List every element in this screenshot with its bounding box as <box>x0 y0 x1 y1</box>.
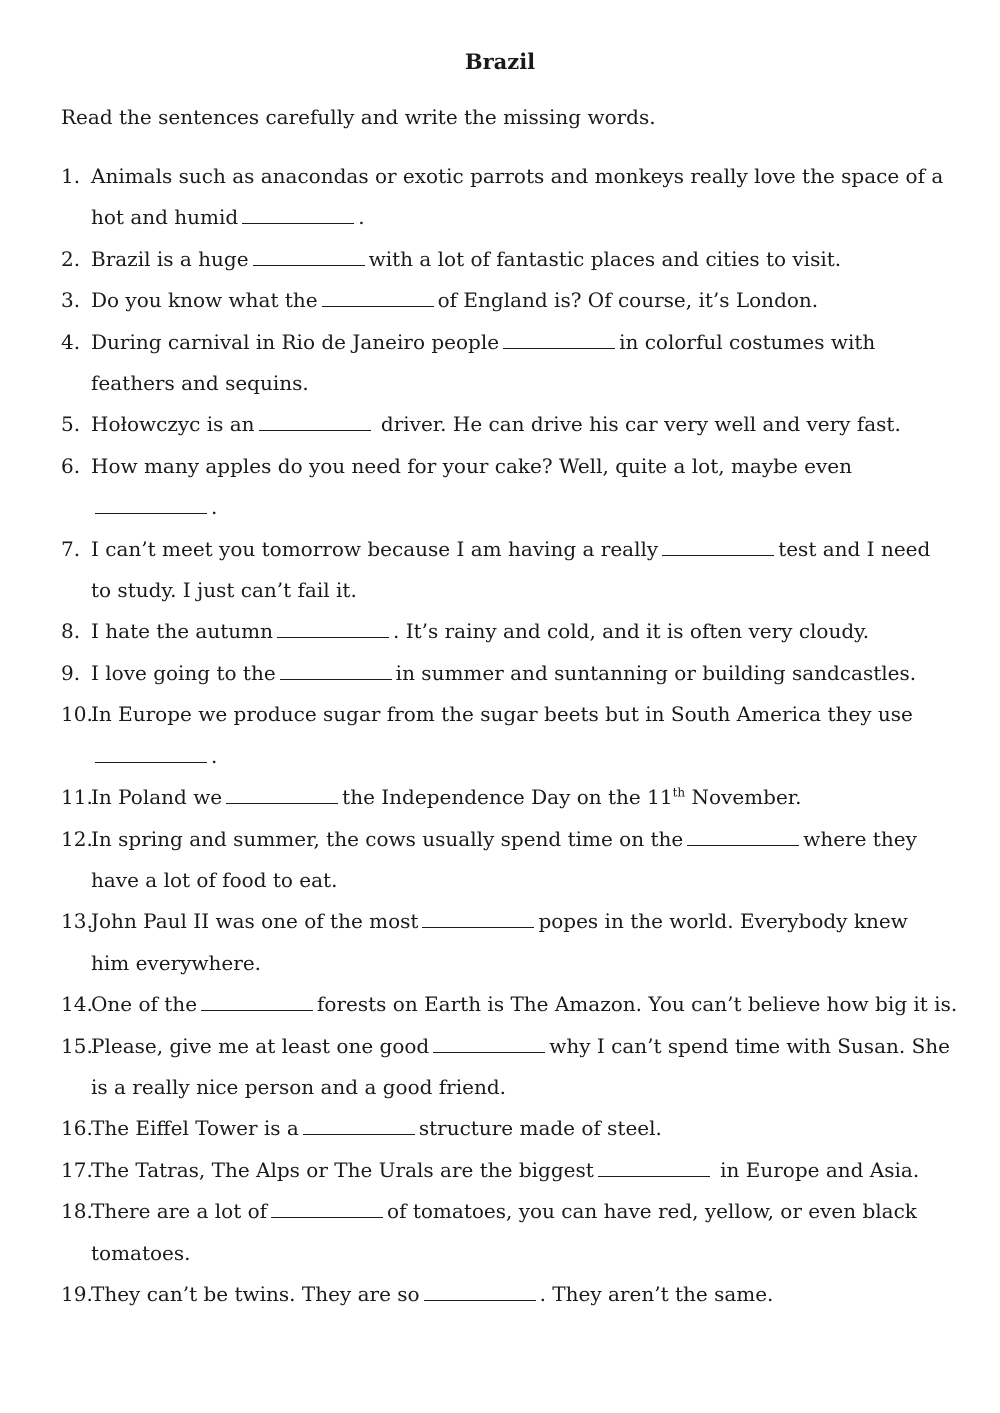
answer-blank[interactable] <box>662 541 774 556</box>
exercise-item <box>61 280 961 321</box>
item-number: 3. <box>61 288 81 313</box>
answer-blank[interactable] <box>253 251 365 266</box>
answer-blank[interactable] <box>95 748 207 763</box>
sentence-text: The Tatras, The Alps or The Urals are the biggest <box>91 1157 594 1182</box>
exercise-item <box>61 1150 961 1191</box>
exercise-item <box>61 1191 961 1274</box>
sentence-text: During carnival in Rio de Janeiro people <box>91 329 500 354</box>
item-number: 4. <box>61 329 81 354</box>
sentence-line <box>91 1067 961 1108</box>
exercise-item <box>61 156 961 239</box>
sentence-line <box>91 984 961 1025</box>
exercise-item <box>61 653 961 694</box>
sentence-text: They can’t be twins. They are so <box>91 1281 420 1306</box>
sentence-line <box>91 611 961 652</box>
sentence-line <box>91 570 961 611</box>
answer-blank[interactable] <box>226 789 338 804</box>
exercise-item <box>61 446 961 529</box>
exercise-item <box>61 1026 961 1109</box>
sentence-text: forests on Earth is The Amazon. You can’t believe how big it is. <box>317 992 958 1017</box>
sentence-text: tomatoes. <box>91 1240 191 1265</box>
item-number: 1. <box>61 164 81 188</box>
sentence-line <box>91 322 961 363</box>
answer-blank[interactable] <box>277 623 389 638</box>
item-number: 11. <box>61 785 93 810</box>
sentence-text: Brazil is a huge <box>91 246 249 271</box>
sentence-line <box>91 404 961 445</box>
sentence-text: . <box>358 205 365 230</box>
item-number: 18. <box>61 1199 93 1224</box>
sentence-text: feathers and sequins. <box>91 371 309 396</box>
sentence-text: Hołowczyc is an <box>91 412 255 437</box>
page-title: Brazil <box>464 49 536 74</box>
sentence-line <box>91 777 961 818</box>
sentence-text: him everywhere. <box>91 950 262 975</box>
item-number: 9. <box>61 660 81 685</box>
item-number: 16. <box>61 1116 93 1141</box>
sentence-text: . It’s rainy and cold, and it is often very cloudy. <box>392 619 870 644</box>
item-number: 8. <box>61 619 81 644</box>
superscript: th <box>672 785 686 800</box>
sentence-line <box>91 694 961 735</box>
answer-blank[interactable] <box>280 665 392 680</box>
sentence-line <box>91 239 961 280</box>
sentence-text: Animals such as anacondas or exotic parrots and monkeys really love the space of a <box>91 164 944 188</box>
sentence-line <box>91 901 961 942</box>
exercise-item <box>61 529 961 612</box>
exercise-item <box>61 1274 961 1315</box>
exercise-item <box>61 239 961 280</box>
item-number: 17. <box>61 1157 93 1182</box>
sentence-text: popes in the world. Everybody knew <box>538 909 908 934</box>
item-number: 19. <box>61 1281 93 1306</box>
answer-blank[interactable] <box>201 996 313 1011</box>
sentence-text: driver. He can drive his car very well and very fast. <box>374 412 901 437</box>
exercise-item <box>61 984 961 1025</box>
sentence-line <box>91 1191 961 1232</box>
sentence-text: of tomatoes, you can have red, yellow, or even black <box>387 1199 917 1224</box>
item-number: 15. <box>61 1033 93 1058</box>
sentence-text: The Eiffel Tower is a <box>91 1116 299 1141</box>
sentence-text: I hate the autumn <box>91 619 273 644</box>
sentence-text: to study. I just can’t fail it. <box>91 578 357 603</box>
sentence-text: How many apples do you need for your cake? Well, quite a lot, maybe even <box>91 453 853 478</box>
answer-blank[interactable] <box>271 1203 383 1218</box>
sentence-line <box>91 736 961 777</box>
item-number: 13. <box>61 909 93 934</box>
sentence-line <box>91 363 961 404</box>
answer-blank[interactable] <box>259 416 371 431</box>
sentence-line <box>91 943 961 984</box>
sentence-line <box>91 1274 961 1315</box>
sentence-text: John Paul II was one of the most <box>91 909 419 934</box>
sentence-text: Do you know what the <box>91 288 318 313</box>
exercise-item <box>61 694 961 777</box>
sentence-text: November. <box>685 785 802 810</box>
sentence-text: the Independence Day on the 11 <box>342 785 673 810</box>
sentence-text: I can’t meet you tomorrow because I am having a really <box>91 536 659 561</box>
answer-blank[interactable] <box>322 292 434 307</box>
exercise-item <box>61 611 961 652</box>
exercise-item <box>61 404 961 445</box>
sentence-text: why I can’t spend time with Susan. She <box>549 1033 950 1058</box>
answer-blank[interactable] <box>433 1038 545 1053</box>
sentence-text: in summer and suntanning or building sandcastles. <box>395 660 917 685</box>
exercise-item <box>61 322 961 405</box>
sentence-text: I love going to the <box>91 660 276 685</box>
sentence-line <box>91 487 961 528</box>
sentence-text: . <box>211 743 218 768</box>
item-number: 5. <box>61 412 81 437</box>
answer-blank[interactable] <box>424 1286 536 1301</box>
item-number: 12. <box>61 826 93 851</box>
sentence-text: in colorful costumes with <box>619 329 876 354</box>
sentence-text: . <box>211 495 218 520</box>
item-number: 7. <box>61 536 81 561</box>
sentence-line <box>91 1150 961 1191</box>
item-number: 10. <box>61 702 93 727</box>
sentence-text: in Europe and Asia. <box>713 1157 920 1182</box>
sentence-line <box>91 197 961 238</box>
sentence-line <box>91 1108 961 1149</box>
sentence-text: . They aren’t the same. <box>539 1281 774 1306</box>
answer-blank[interactable] <box>242 209 354 224</box>
sentence-text: In spring and summer, the cows usually spend time on the <box>91 826 684 851</box>
sentence-line <box>91 860 961 901</box>
answer-blank[interactable] <box>95 499 207 514</box>
sentence-line <box>91 156 961 197</box>
sentence-line <box>91 529 961 570</box>
sentence-text: have a lot of food to eat. <box>91 867 338 892</box>
sentence-line <box>91 446 961 487</box>
sentence-line <box>91 1026 961 1067</box>
sentence-text: is a really nice person and a good friend. <box>91 1074 507 1099</box>
exercise-item <box>61 901 961 984</box>
answer-blank[interactable] <box>303 1120 415 1135</box>
answer-blank[interactable] <box>598 1162 710 1177</box>
sentence-line <box>91 280 961 321</box>
sentence-text: In Europe we produce sugar from the sugar beets but in South America they use <box>91 702 913 727</box>
sentence-text: There are a lot of <box>91 1199 268 1224</box>
sentence-text: where they <box>803 826 917 851</box>
answer-blank[interactable] <box>422 913 534 928</box>
sentence-text: with a lot of fantastic places and cities to visit. <box>368 246 842 271</box>
item-number: 6. <box>61 453 81 478</box>
sentence-text: One of the <box>91 992 198 1017</box>
sentence-line <box>91 653 961 694</box>
sentence-line <box>91 1233 961 1274</box>
instructions: Read the sentences carefully and write the missing words. <box>61 105 656 129</box>
sentence-line <box>91 819 961 860</box>
sentence-text: hot and humid <box>91 205 239 230</box>
item-number: 14. <box>61 992 93 1017</box>
sentence-text: structure made of steel. <box>418 1116 662 1141</box>
answer-blank[interactable] <box>687 831 799 846</box>
sentence-text: test and I need <box>778 536 931 561</box>
exercise-item <box>61 1108 961 1149</box>
sentence-text: Please, give me at least one good <box>91 1033 430 1058</box>
item-number: 2. <box>61 246 81 271</box>
sentence-text: of England is? Of course, it’s London. <box>437 288 819 313</box>
exercise-item <box>61 819 961 902</box>
exercise-list <box>61 156 961 1315</box>
answer-blank[interactable] <box>503 334 615 349</box>
exercise-item <box>61 777 961 818</box>
sentence-text: In Poland we <box>91 785 223 810</box>
